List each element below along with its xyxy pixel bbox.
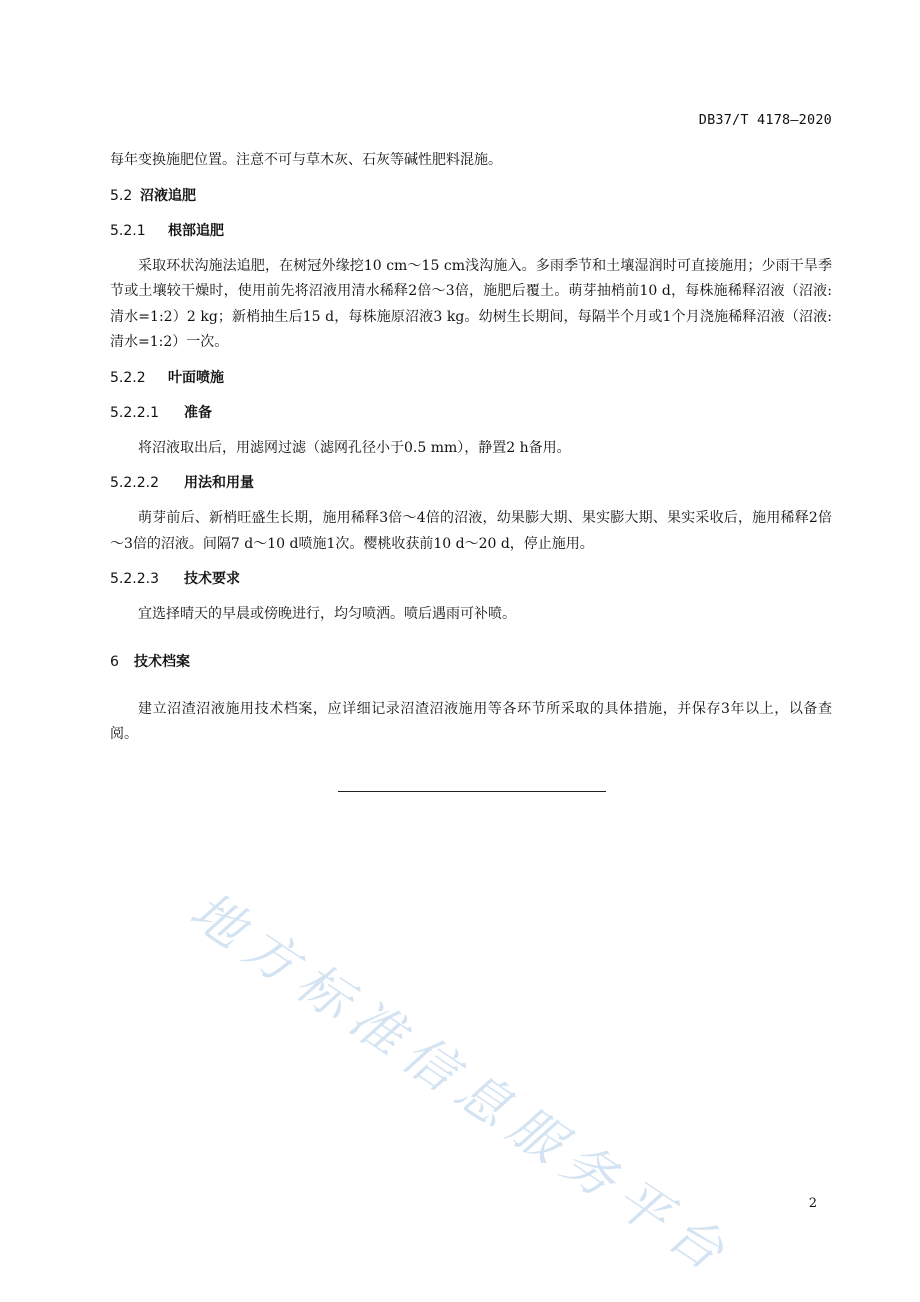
- paragraph-6: 建立沼渣沼液施用技术档案，应详细记录沼渣沼液施用等各环节所采取的具体措施，并保存3年以上，以备查阅。: [110, 700, 832, 742]
- section-title: 技术要求: [184, 571, 240, 587]
- section-heading-5-2: [110, 184, 832, 209]
- page-content: [110, 148, 832, 748]
- section-heading-5-2-2: [110, 366, 832, 391]
- document-code: DB37/T 4178—2020: [698, 112, 832, 128]
- section-heading-5-2-2-2: [110, 471, 832, 496]
- section-heading-5-2-2-3: [110, 567, 832, 592]
- watermark-text: 地方标准信息服务平台: [179, 880, 744, 1289]
- section-heading-5-2-2-1: [110, 401, 832, 426]
- section-heading-6: [110, 650, 832, 675]
- section-number: 5.2.2.1: [110, 404, 159, 421]
- section-title: 用法和用量: [184, 475, 254, 491]
- section-number: 5.2.2.3: [110, 571, 159, 587]
- paragraph-5-2-1: 采取环状沟施法追肥，在树冠外缘挖10 cm～15 cm浅沟施入。多雨季节和土壤湿润时可直接施用；少雨干旱季节或土壤较干燥时，使用前先将沼液用清水稀释2倍～3倍，施肥后覆土。萌芽抽梢前10 d，每株施稀释沼液（沼液:清水=1:2）2 kg；新梢抽生后15 d，每株施原沼液3 kg。幼树生长期间，每隔半个月或1个月浇施稀释沼液（沼液:清水=1:2）一次。: [110, 257, 832, 350]
- section-number: 6: [110, 653, 119, 670]
- paragraph-5-2-2-3: 宜选择晴天的早晨或傍晚进行，均匀喷洒。喷后遇雨可补喷。: [138, 606, 516, 622]
- section-title: 叶面喷施: [168, 369, 224, 386]
- section-number: 5.2.2.2: [110, 475, 159, 491]
- section-title: 技术档案: [134, 653, 190, 670]
- paragraph-5-2-2-1: 将沼液取出后，用滤网过滤（滤网孔径小于0.5 mm），静置2 h备用。: [138, 439, 571, 456]
- page-number: 2: [808, 1196, 817, 1211]
- section-heading-5-2-1: [110, 219, 832, 244]
- section-number: 5.2.2: [110, 369, 146, 386]
- paragraph-intro: 每年变换施肥位置。注意不可与草木灰、石灰等碱性肥料混施。: [110, 152, 502, 168]
- section-title: 准备: [184, 404, 212, 421]
- section-title: 根部追肥: [168, 222, 224, 239]
- end-of-document-line: [338, 791, 606, 792]
- paragraph-5-2-2-2: 萌芽前后、新梢旺盛生长期，施用稀释3倍～4倍的沼液，幼果膨大期、果实膨大期、果实采收后，施用稀释2倍～3倍的沼液。间隔7 d～10 d喷施1次。樱桃收获前10 d～20 d，停止施用。: [110, 510, 832, 552]
- section-title: 沼液追肥: [140, 187, 196, 204]
- section-number: 5.2.1: [110, 222, 146, 239]
- section-number: 5.2: [110, 187, 133, 204]
